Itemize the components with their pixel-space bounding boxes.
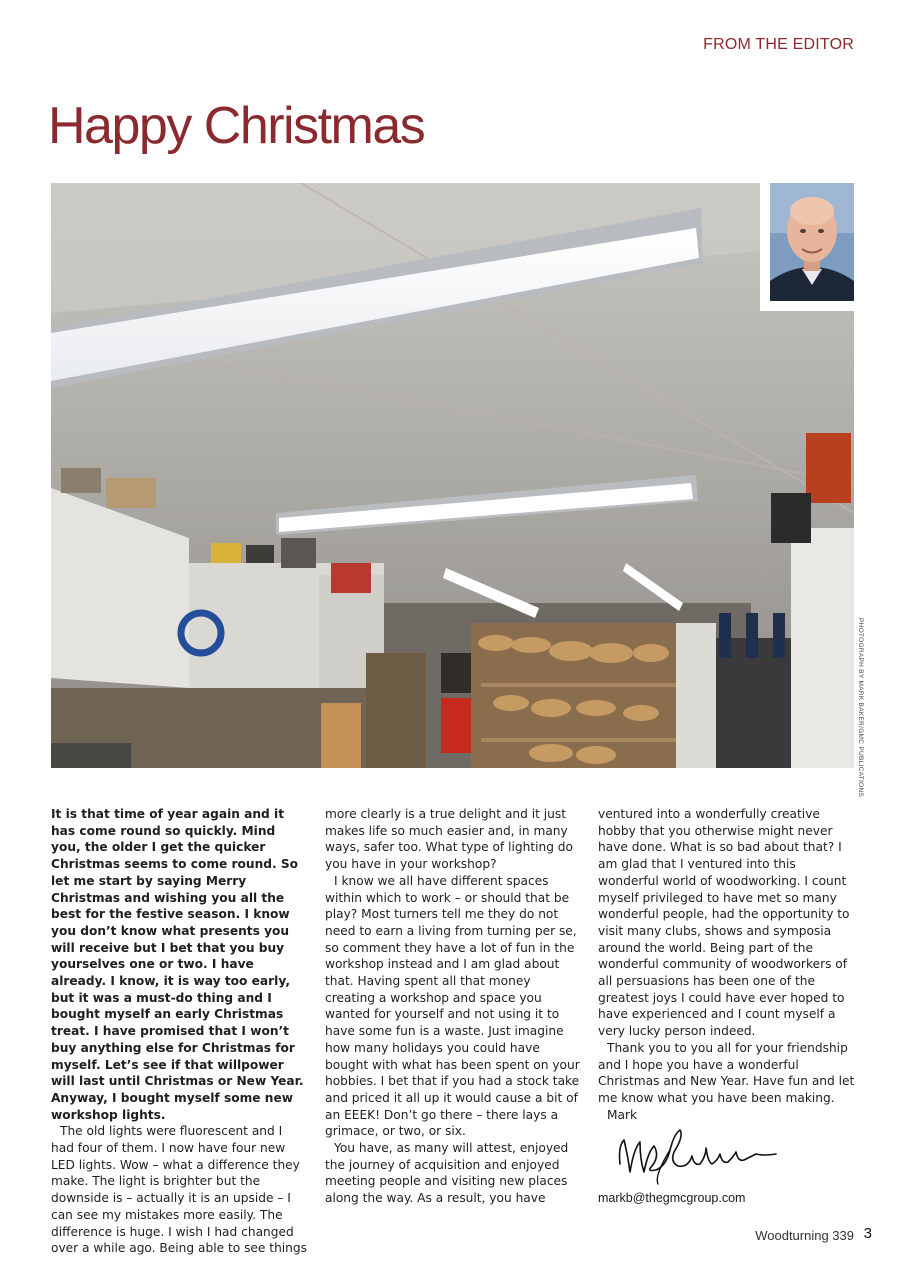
body-paragraph: ventured into a wonderfully creative hobby that you otherwise might never have done. What is so bad about that? I am glad that I ventured into this wonderful world of woodworking. I count myself privileged to have met so many wonderful people, had the opportunity to visit many clubs, shows and symposia around the world. Being part of the wonderful community of woodworkers of all persuasions has been one of the greatest joys I could have ever hoped to have experienced and I count myself a very lucky person indeed.	[598, 807, 850, 1039]
body-paragraph: You have, as many will attest, enjoyed the journey of acquisition and enjoyed meeting people and visiting new places along the way. As a result, you have	[325, 1141, 569, 1206]
body-paragraph: more clearly is a true delight and it just makes life so much easier and, in many ways, safer too. What type of lighting do you have in your workshop?	[325, 807, 574, 872]
editor-signature	[614, 1126, 780, 1188]
editor-email[interactable]: markb@thegmcgroup.com	[598, 1191, 746, 1205]
body-paragraph: The old lights were fluorescent and I had four of them. I now have four new LED lights. Wow – what a difference they make. The light is brighter but the downside is – actually it is an upside – I can see my mistakes more easily. The difference is huge. I wish I had changed over a while ago. Being able to see things	[51, 1124, 307, 1256]
footer-magazine: Woodturning 339	[755, 1228, 854, 1243]
body-column-3	[598, 806, 856, 1123]
photo-credit	[854, 618, 868, 798]
workshop-photo	[51, 183, 854, 768]
photo-credit-text: PHOTOGRAPH BY MARK BAKER/GMC PUBLICATIONS	[857, 618, 864, 798]
body-paragraph: I know we all have different spaces within which to work – or should that be play? Most turners tell me they do not need to earn a living from turning per se, so comment they have a lot of fun in the workshop instead and I am glad about that. Having spent all that money creating a workshop and space you wanted for yourself and not using it to have some fun is a waste. Just imagine how many holidays you could have bought with what has been spent on your hobbies. I bet that if you had a stock take and priced it all up it would cause a bit of an EEEK! Don’t go there – there lays a grimace, or two, or six.	[325, 873, 580, 1139]
sign-off: Mark	[607, 1107, 638, 1122]
body-column-2	[325, 806, 583, 1207]
body-column-1	[51, 806, 309, 1257]
editor-portrait	[760, 183, 854, 311]
article-title: Happy Christmas	[48, 97, 425, 155]
page-number: 3	[863, 1225, 872, 1242]
body-paragraph: Thank you to you all for your friendship and I hope you have a wonderful Christmas and New Year. Have fun and let me know what you have been making.	[598, 1040, 855, 1105]
section-label: FROM THE EDITOR	[703, 36, 854, 53]
lead-paragraph: It is that time of year again and it has come round so quickly. Mind you, the older I get the quicker Christmas seems to come round. So let me start by saying Merry Christmas and wishing you all the best for the festive season. I know you don’t know what presents you will receive but I bet that you buy yourselves one or two. I have already. I know, it is way too early, but it was a must-do thing and I bought myself an early Christmas treat. I have promised that I won’t buy anything else for Christmas for myself. Let’s see if that willpower will last until Christmas or New Year. Anyway, I bought myself some new workshop lights.	[51, 807, 304, 1122]
